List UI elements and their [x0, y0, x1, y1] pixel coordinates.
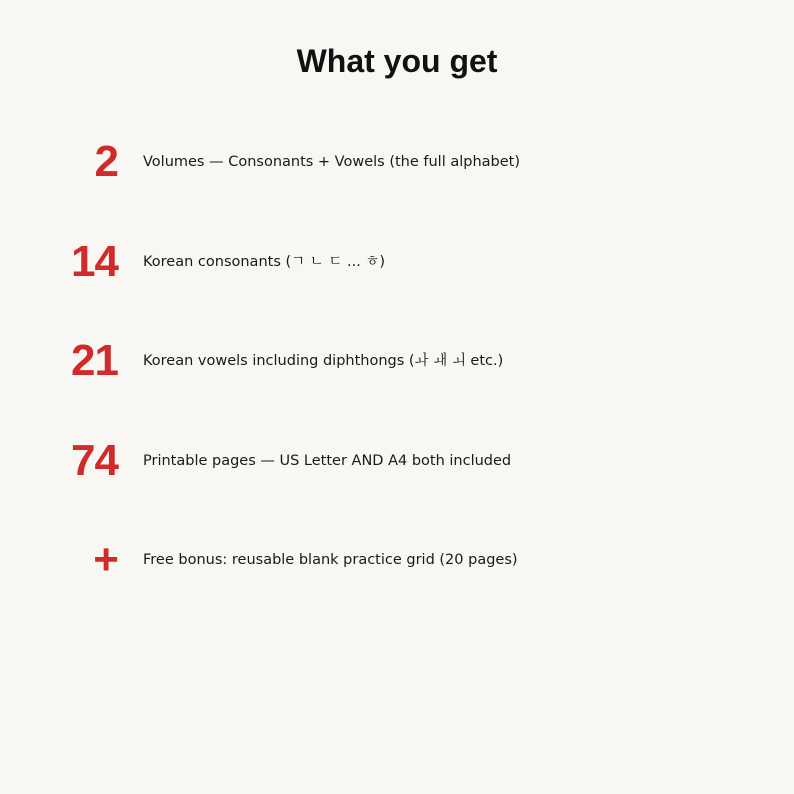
feature-row-bonus: [0, 530, 794, 590]
feature-description: Free bonus: reusable blank practice grid (20 pages): [143, 552, 518, 568]
feature-description: Korean vowels including diphthongs (ㅘ ㅙ ㅚ etc.): [143, 353, 504, 369]
feature-number: 2: [94, 137, 118, 186]
feature-row-vowels: [0, 331, 794, 391]
plus-icon: +: [93, 535, 118, 584]
feature-number: 14: [71, 237, 118, 286]
feature-row-volumes: [0, 132, 794, 192]
feature-description: Volumes — Consonants + Vowels (the full alphabet): [143, 154, 521, 170]
feature-row-pages: [0, 431, 794, 491]
page-title: What you get: [296, 43, 498, 79]
feature-row-consonants: [0, 232, 794, 292]
feature-number: 21: [71, 336, 118, 385]
feature-description: Printable pages — US Letter AND A4 both included: [143, 453, 512, 469]
feature-description: Korean consonants (ㄱ ㄴ ㄷ ... ㅎ): [143, 254, 386, 270]
feature-number: 74: [71, 436, 118, 485]
